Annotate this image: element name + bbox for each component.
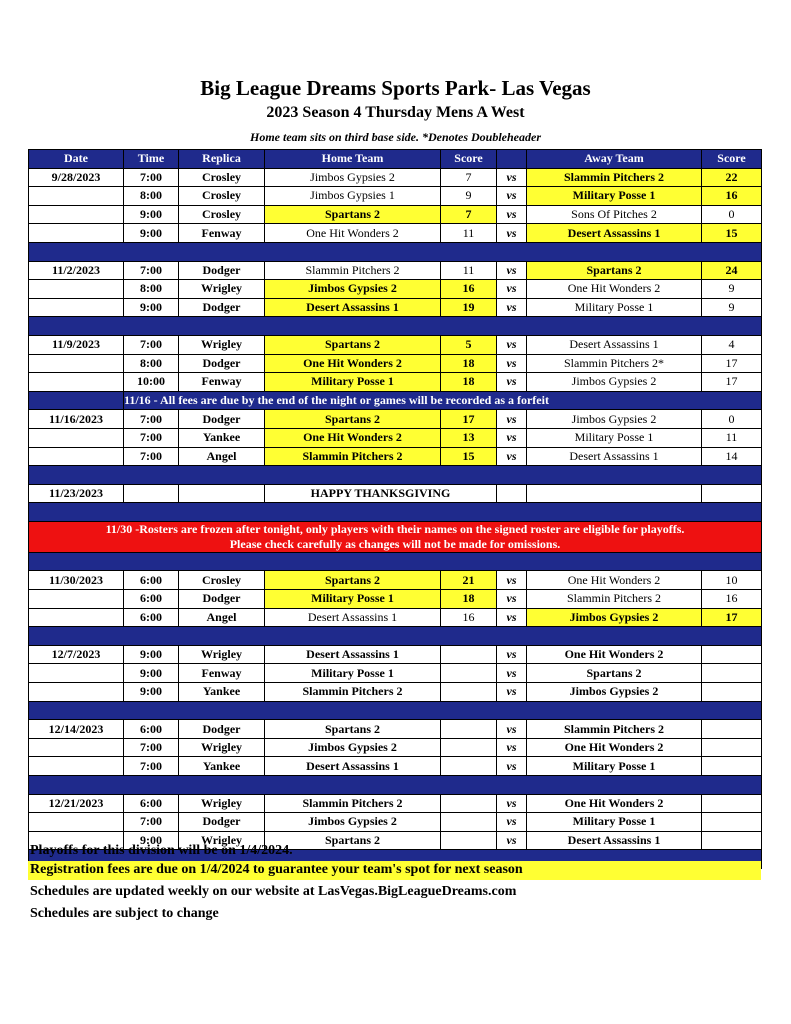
week-separator xyxy=(29,552,762,571)
table-row xyxy=(29,447,762,466)
away-score-cell: 16 xyxy=(702,187,762,206)
table-row xyxy=(29,187,762,206)
table-row xyxy=(29,261,762,280)
table-row xyxy=(29,168,762,187)
home-score-cell xyxy=(441,831,497,850)
date-cell xyxy=(29,373,124,392)
date-cell: 12/7/2023 xyxy=(29,645,124,664)
away-score-cell: 0 xyxy=(702,410,762,429)
vs-cell: vs xyxy=(497,205,527,224)
home-score-cell xyxy=(441,738,497,757)
home-score-cell: 15 xyxy=(441,447,497,466)
away-score-cell: 10 xyxy=(702,571,762,590)
separator-cell xyxy=(29,466,762,485)
home-team-cell: Desert Assassins 1 xyxy=(265,298,441,317)
home-score-cell xyxy=(441,757,497,776)
replica-cell xyxy=(179,484,265,503)
week-separator xyxy=(29,466,762,485)
away-team-cell: Jimbos Gypsies 2 xyxy=(527,683,702,702)
table-row xyxy=(29,335,762,354)
col-home-team: Home Team xyxy=(265,150,441,169)
table-row xyxy=(29,664,762,683)
home-team-cell: Slammin Pitchers 2 xyxy=(265,683,441,702)
date-cell: 11/30/2023 xyxy=(29,571,124,590)
away-score-cell xyxy=(702,813,762,832)
away-score-cell: 22 xyxy=(702,168,762,187)
separator-cell xyxy=(29,317,762,336)
vs-cell: vs xyxy=(497,168,527,187)
away-team-cell: One Hit Wonders 2 xyxy=(527,571,702,590)
home-score-cell xyxy=(441,794,497,813)
home-team-cell: Jimbos Gypsies 2 xyxy=(265,280,441,299)
home-team-cell: Jimbos Gypsies 2 xyxy=(265,168,441,187)
replica-cell: Dodger xyxy=(179,354,265,373)
date-cell xyxy=(29,447,124,466)
vs-cell: vs xyxy=(497,813,527,832)
home-team-cell: Spartans 2 xyxy=(265,410,441,429)
away-team-cell: Military Posse 1 xyxy=(527,813,702,832)
home-score-cell: 11 xyxy=(441,224,497,243)
home-team-cell: Slammin Pitchers 2 xyxy=(265,261,441,280)
replica-cell: Fenway xyxy=(179,224,265,243)
time-cell: 8:00 xyxy=(124,354,179,373)
home-score-cell xyxy=(441,683,497,702)
replica-cell: Wrigley xyxy=(179,280,265,299)
replica-cell: Dodger xyxy=(179,298,265,317)
date-cell xyxy=(29,205,124,224)
away-score-cell: 9 xyxy=(702,280,762,299)
week-separator xyxy=(29,701,762,720)
away-score-cell: 4 xyxy=(702,335,762,354)
away-score-cell: 11 xyxy=(702,428,762,447)
home-team-cell: One Hit Wonders 2 xyxy=(265,354,441,373)
replica-cell: Angel xyxy=(179,447,265,466)
away-score-cell: 14 xyxy=(702,447,762,466)
away-team-cell: Desert Assassins 1 xyxy=(527,224,702,243)
date-cell xyxy=(29,428,124,447)
date-cell xyxy=(29,280,124,299)
time-cell: 9:00 xyxy=(124,298,179,317)
table-row xyxy=(29,720,762,739)
away-team-cell: One Hit Wonders 2 xyxy=(527,794,702,813)
date-cell: 12/21/2023 xyxy=(29,794,124,813)
date-cell xyxy=(29,738,124,757)
replica-cell: Yankee xyxy=(179,757,265,776)
replica-cell: Yankee xyxy=(179,683,265,702)
separator-cell xyxy=(29,627,762,646)
home-team-cell: Desert Assassins 1 xyxy=(265,645,441,664)
holiday-label: HAPPY THANKSGIVING xyxy=(265,484,497,503)
away-team-cell: Jimbos Gypsies 2 xyxy=(527,373,702,392)
time-cell: 7:00 xyxy=(124,410,179,429)
fees-notice: 11/16 - All fees are due by the end of the night or games will be recorded as a forfeit xyxy=(124,391,762,410)
table-row xyxy=(29,608,762,627)
vs-cell: vs xyxy=(497,224,527,243)
week-separator xyxy=(29,627,762,646)
vs-cell: vs xyxy=(497,410,527,429)
col-away-score: Score xyxy=(702,150,762,169)
away-score-cell xyxy=(702,484,762,503)
away-score-cell xyxy=(702,664,762,683)
away-team-cell: Slammin Pitchers 2 xyxy=(527,720,702,739)
vs-cell: vs xyxy=(497,447,527,466)
table-row xyxy=(29,298,762,317)
replica-cell: Dodger xyxy=(179,590,265,609)
playoffs-note: Playoffs for this division will be on 1/4/2024. xyxy=(30,843,293,858)
away-score-cell: 17 xyxy=(702,373,762,392)
date-cell xyxy=(29,298,124,317)
time-cell: 6:00 xyxy=(124,571,179,590)
away-team-cell: Jimbos Gypsies 2 xyxy=(527,410,702,429)
home-team-cell: Slammin Pitchers 2 xyxy=(265,447,441,466)
time-cell: 9:00 xyxy=(124,205,179,224)
table-row xyxy=(29,590,762,609)
away-score-cell xyxy=(702,645,762,664)
away-team-cell: Military Posse 1 xyxy=(527,298,702,317)
away-score-cell: 15 xyxy=(702,224,762,243)
away-team-cell: Slammin Pitchers 2 xyxy=(527,590,702,609)
time-cell xyxy=(124,484,179,503)
away-team-cell: Slammin Pitchers 2* xyxy=(527,354,702,373)
home-score-cell xyxy=(441,645,497,664)
away-score-cell: 16 xyxy=(702,590,762,609)
home-score-cell: 11 xyxy=(441,261,497,280)
time-cell: 8:00 xyxy=(124,187,179,206)
away-team-cell: Jimbos Gypsies 2 xyxy=(527,608,702,627)
col-home-score: Score xyxy=(441,150,497,169)
vs-cell: vs xyxy=(497,428,527,447)
time-cell: 7:00 xyxy=(124,813,179,832)
replica-cell: Fenway xyxy=(179,373,265,392)
away-team-cell: One Hit Wonders 2 xyxy=(527,280,702,299)
home-team-cell: Slammin Pitchers 2 xyxy=(265,794,441,813)
replica-cell: Crosley xyxy=(179,187,265,206)
replica-cell: Yankee xyxy=(179,428,265,447)
vs-cell: vs xyxy=(497,683,527,702)
table-row xyxy=(29,571,762,590)
away-score-cell: 0 xyxy=(702,205,762,224)
home-team-cell: One Hit Wonders 2 xyxy=(265,428,441,447)
home-score-cell: 18 xyxy=(441,373,497,392)
home-team-cell: Desert Assassins 1 xyxy=(265,608,441,627)
home-team-cell: Spartans 2 xyxy=(265,335,441,354)
replica-cell: Wrigley xyxy=(179,738,265,757)
home-team-note: Home team sits on third base side. *Denotes Doubleheader xyxy=(250,130,541,144)
table-row xyxy=(29,354,762,373)
page-title: Big League Dreams Sports Park- Las Vegas xyxy=(200,76,591,100)
vs-cell: vs xyxy=(497,298,527,317)
week-separator xyxy=(29,242,762,261)
date-cell: 11/16/2023 xyxy=(29,410,124,429)
separator-cell xyxy=(29,701,762,720)
vs-cell: vs xyxy=(497,261,527,280)
fees-notice-row xyxy=(29,391,762,410)
home-team-cell: Spartans 2 xyxy=(265,205,441,224)
home-score-cell xyxy=(441,720,497,739)
home-score-cell: 18 xyxy=(441,590,497,609)
time-cell: 7:00 xyxy=(124,261,179,280)
home-team-cell: Jimbos Gypsies 1 xyxy=(265,187,441,206)
replica-cell: Angel xyxy=(179,608,265,627)
holiday-row xyxy=(29,484,762,503)
home-team-cell: Spartans 2 xyxy=(265,571,441,590)
date-cell xyxy=(29,224,124,243)
replica-cell: Wrigley xyxy=(179,794,265,813)
date-cell xyxy=(29,354,124,373)
away-team-cell: Military Posse 1 xyxy=(527,757,702,776)
home-score-cell: 13 xyxy=(441,428,497,447)
home-score-cell: 21 xyxy=(441,571,497,590)
date-cell xyxy=(29,757,124,776)
home-team-cell: One Hit Wonders 2 xyxy=(265,224,441,243)
vs-cell: vs xyxy=(497,794,527,813)
away-team-cell: Spartans 2 xyxy=(527,664,702,683)
home-team-cell: Military Posse 1 xyxy=(265,664,441,683)
time-cell: 6:00 xyxy=(124,794,179,813)
time-cell: 9:00 xyxy=(124,683,179,702)
away-team-cell: One Hit Wonders 2 xyxy=(527,738,702,757)
home-score-cell: 7 xyxy=(441,168,497,187)
home-score-cell: 7 xyxy=(441,205,497,224)
col-vs xyxy=(497,150,527,169)
time-cell: 6:00 xyxy=(124,590,179,609)
date-cell xyxy=(29,590,124,609)
replica-cell: Dodger xyxy=(179,410,265,429)
vs-cell: vs xyxy=(497,354,527,373)
away-score-cell: 17 xyxy=(702,608,762,627)
date-cell: 11/9/2023 xyxy=(29,335,124,354)
date-cell xyxy=(29,187,124,206)
vs-cell: vs xyxy=(497,720,527,739)
replica-cell: Wrigley xyxy=(179,645,265,664)
date-cell: 11/2/2023 xyxy=(29,261,124,280)
home-score-cell: 18 xyxy=(441,354,497,373)
table-row xyxy=(29,280,762,299)
vs-cell: vs xyxy=(497,280,527,299)
home-team-cell: Jimbos Gypsies 2 xyxy=(265,813,441,832)
col-date: Date xyxy=(29,150,124,169)
time-cell: 7:00 xyxy=(124,757,179,776)
table-row xyxy=(29,428,762,447)
home-score-cell: 16 xyxy=(441,280,497,299)
home-score-cell: 5 xyxy=(441,335,497,354)
vs-cell: vs xyxy=(497,187,527,206)
registration-text: Registration fees are due on 1/4/2024 to guarantee your team's spot for next season xyxy=(30,862,523,877)
away-team-cell: One Hit Wonders 2 xyxy=(527,645,702,664)
away-team-cell xyxy=(527,484,702,503)
time-cell: 6:00 xyxy=(124,720,179,739)
time-cell: 7:00 xyxy=(124,168,179,187)
vs-cell: vs xyxy=(497,738,527,757)
date-cell xyxy=(29,608,124,627)
away-team-cell: Spartans 2 xyxy=(527,261,702,280)
home-score-cell: 19 xyxy=(441,298,497,317)
table-row xyxy=(29,645,762,664)
vs-cell: vs xyxy=(497,335,527,354)
home-team-cell: Military Posse 1 xyxy=(265,373,441,392)
roster-notice-line1: 11/30 -Rosters are frozen after tonight, only players with their names on the signed roster are eligible for playoffs. xyxy=(105,521,685,536)
time-cell: 10:00 xyxy=(124,373,179,392)
change-note: Schedules are subject to change xyxy=(30,906,219,921)
notice-cell-blank xyxy=(29,391,124,410)
table-row xyxy=(29,373,762,392)
date-cell xyxy=(29,683,124,702)
away-team-cell: Desert Assassins 1 xyxy=(527,831,702,850)
date-cell: 11/23/2023 xyxy=(29,484,124,503)
date-cell xyxy=(29,813,124,832)
away-score-cell xyxy=(702,683,762,702)
replica-cell: Dodger xyxy=(179,813,265,832)
time-cell: 8:00 xyxy=(124,280,179,299)
away-team-cell: Military Posse 1 xyxy=(527,428,702,447)
table-row xyxy=(29,224,762,243)
table-row xyxy=(29,813,762,832)
away-team-cell: Military Posse 1 xyxy=(527,187,702,206)
away-score-cell xyxy=(702,738,762,757)
time-cell: 9:00 xyxy=(124,224,179,243)
time-cell: 7:00 xyxy=(124,447,179,466)
season-subtitle: 2023 Season 4 Thursday Mens A West xyxy=(266,104,525,121)
vs-cell: vs xyxy=(497,831,527,850)
vs-cell xyxy=(497,484,527,503)
home-team-cell: Desert Assassins 1 xyxy=(265,757,441,776)
away-team-cell: Slammin Pitchers 2 xyxy=(527,168,702,187)
replica-cell: Crosley xyxy=(179,168,265,187)
week-separator xyxy=(29,503,762,522)
col-time: Time xyxy=(124,150,179,169)
week-separator xyxy=(29,776,762,795)
replica-cell: Wrigley xyxy=(179,335,265,354)
home-team-cell: Spartans 2 xyxy=(265,831,441,850)
vs-cell: vs xyxy=(497,571,527,590)
website-note: Schedules are updated weekly on our website at LasVegas.BigLeagueDreams.com xyxy=(30,884,517,899)
away-score-cell xyxy=(702,757,762,776)
registration-note xyxy=(28,861,761,880)
vs-cell: vs xyxy=(497,664,527,683)
schedule-body xyxy=(29,150,762,869)
replica-cell: Dodger xyxy=(179,261,265,280)
away-score-cell xyxy=(702,794,762,813)
separator-cell xyxy=(29,242,762,261)
away-team-cell: Desert Assassins 1 xyxy=(527,447,702,466)
week-separator xyxy=(29,317,762,336)
vs-cell: vs xyxy=(497,373,527,392)
away-team-cell: Sons Of Pitches 2 xyxy=(527,205,702,224)
roster-notice-cell xyxy=(29,521,762,552)
home-score-cell: 17 xyxy=(441,410,497,429)
separator-cell xyxy=(29,503,762,522)
home-score-cell: 9 xyxy=(441,187,497,206)
date-cell xyxy=(29,664,124,683)
time-cell: 9:00 xyxy=(124,831,179,850)
table-row xyxy=(29,757,762,776)
table-header xyxy=(29,150,762,169)
roster-freeze-notice xyxy=(29,521,762,552)
away-score-cell: 9 xyxy=(702,298,762,317)
time-cell: 9:00 xyxy=(124,664,179,683)
time-cell: 7:00 xyxy=(124,428,179,447)
table-row xyxy=(29,410,762,429)
date-cell: 9/28/2023 xyxy=(29,168,124,187)
home-team-cell: Spartans 2 xyxy=(265,720,441,739)
home-score-cell xyxy=(441,664,497,683)
away-score-cell: 17 xyxy=(702,354,762,373)
away-team-cell: Desert Assassins 1 xyxy=(527,335,702,354)
away-score-cell: 24 xyxy=(702,261,762,280)
time-cell: 6:00 xyxy=(124,608,179,627)
vs-cell: vs xyxy=(497,590,527,609)
table-row xyxy=(29,794,762,813)
away-score-cell xyxy=(702,720,762,739)
time-cell: 9:00 xyxy=(124,645,179,664)
time-cell: 7:00 xyxy=(124,738,179,757)
replica-cell: Crosley xyxy=(179,205,265,224)
home-team-cell: Jimbos Gypsies 2 xyxy=(265,738,441,757)
table-row xyxy=(29,205,762,224)
separator-cell xyxy=(29,776,762,795)
replica-cell: Dodger xyxy=(179,720,265,739)
away-score-cell xyxy=(702,831,762,850)
vs-cell: vs xyxy=(497,608,527,627)
home-team-cell: Military Posse 1 xyxy=(265,590,441,609)
col-replica: Replica xyxy=(179,150,265,169)
replica-cell: Crosley xyxy=(179,571,265,590)
home-score-cell: 16 xyxy=(441,608,497,627)
vs-cell: vs xyxy=(497,757,527,776)
replica-cell: Fenway xyxy=(179,664,265,683)
vs-cell: vs xyxy=(497,645,527,664)
table-row xyxy=(29,683,762,702)
time-cell: 7:00 xyxy=(124,335,179,354)
home-score-cell xyxy=(441,813,497,832)
schedule-table xyxy=(28,149,762,869)
table-row xyxy=(29,738,762,757)
roster-notice-line2: Please check carefully as changes will not be made for omissions. xyxy=(229,536,561,551)
col-away-team: Away Team xyxy=(527,150,702,169)
date-cell: 12/14/2023 xyxy=(29,720,124,739)
replica-cell: Wrigley xyxy=(179,831,265,850)
separator-cell xyxy=(29,552,762,571)
